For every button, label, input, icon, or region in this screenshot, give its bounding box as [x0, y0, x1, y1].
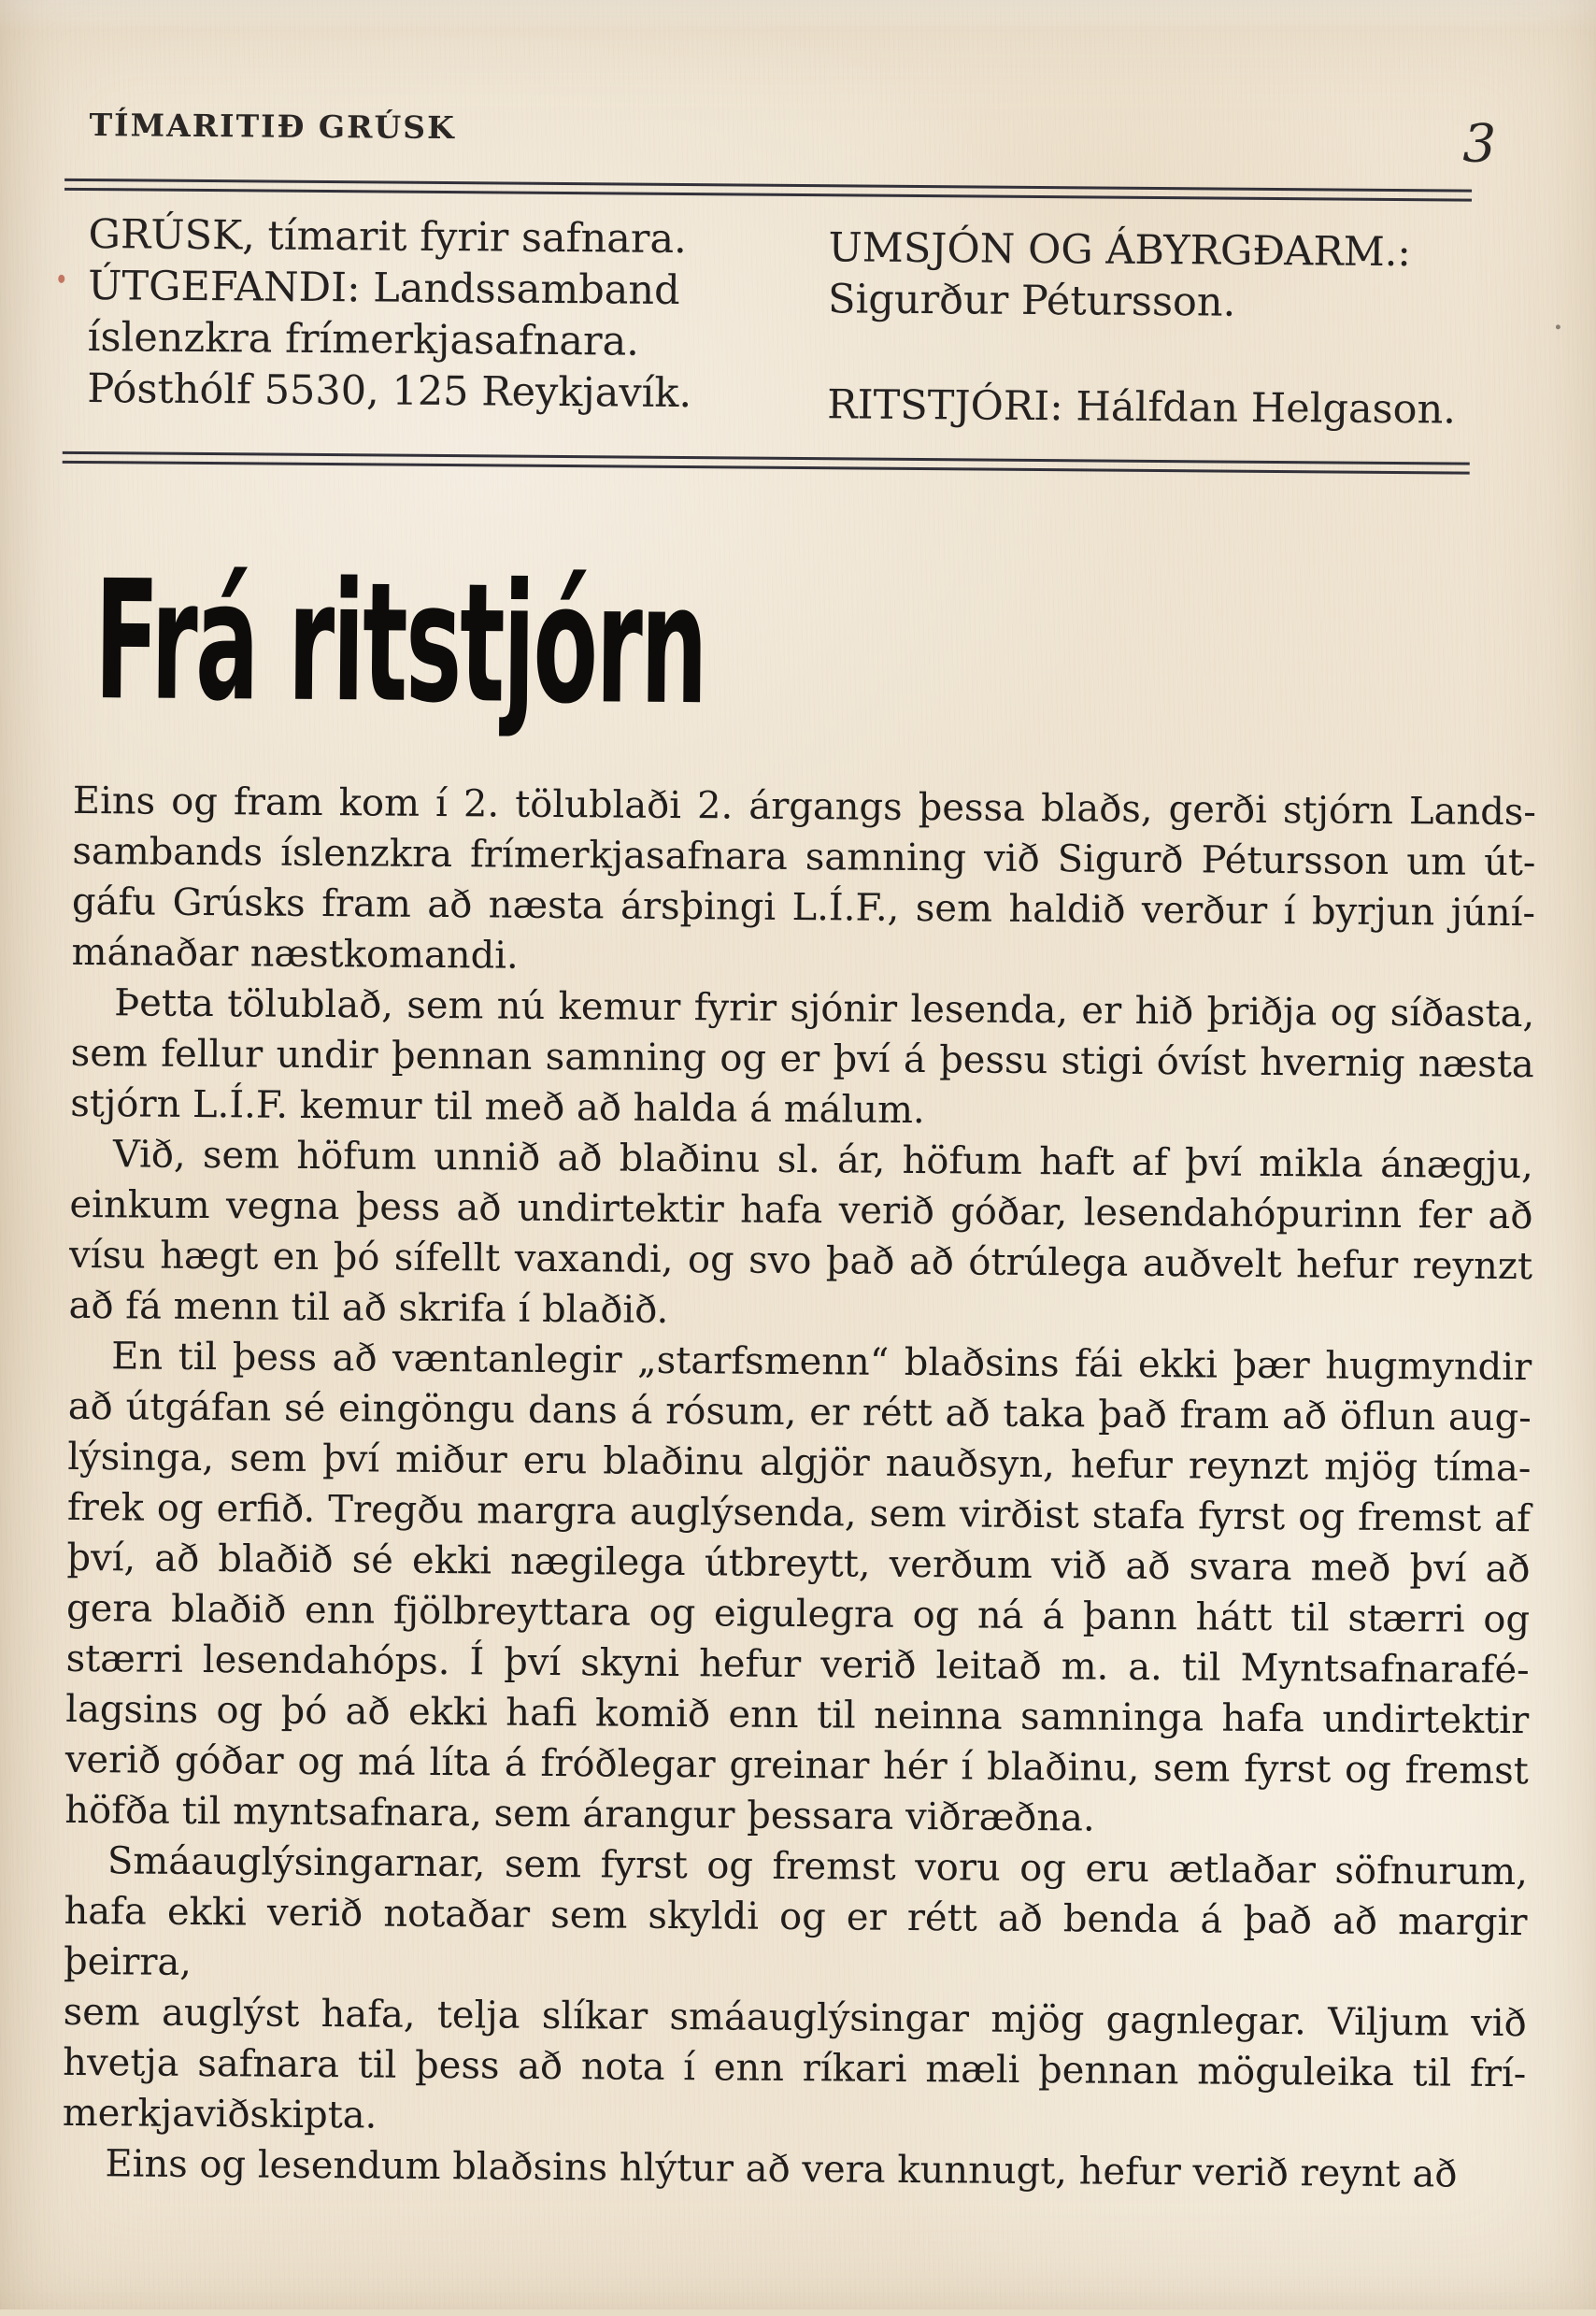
body-line: vísu hægt en þó sífellt vaxandi, og svo það að ótrúlega auðvelt hefur reynzt [68, 1233, 1533, 1289]
masthead-publisher-block [87, 209, 799, 421]
scan-ink-stain [58, 275, 64, 283]
body-line: hafa ekki verið notaðar sem skyldi og er rétt að benda á það að margir þeirra, [63, 1889, 1528, 1984]
body-line: sem fellur undir þennan samning og er því á þessu stigi óvíst hvernig næsta [70, 1031, 1534, 1087]
body-line: frek og erfið. Tregðu margra auglýsenda, sem virðist stafa fyrst og fremst af [66, 1485, 1532, 1541]
paragraph [63, 1836, 1528, 2150]
masthead-line: ÚTGEFANDI: Landssamband [88, 263, 680, 315]
body-line: mánaðar næstkomandi. [71, 930, 519, 978]
body-line: stærri lesendahóps. Í því skyni hefur verið leitað m. a. til Myntsafnarafé- [65, 1637, 1530, 1693]
paragraph [70, 978, 1534, 1140]
masthead [87, 209, 1532, 445]
body-line: lagsins og þó að ekki hafi komið enn til neinna samninga hafa undirtektir [65, 1687, 1530, 1743]
masthead-line: íslenzkra frímerkjasafnara. [87, 314, 640, 365]
top-double-rule [64, 179, 1472, 202]
body-line: merkjaviðskipta. [62, 2091, 378, 2137]
body-line: sambands íslenzkra frímerkjasafnara samning við Sigurð Pétursson um út- [72, 829, 1536, 885]
body-line: hvetja safnara til þess að nota í enn ríkari mæli þennan möguleika til frí- [63, 2040, 1527, 2096]
body-line: Við, sem höfum unnið að blaðinu sl. ár, höfum haft af því mikla ánægju, [112, 1133, 1534, 1188]
body-line: Þetta tölublað, sem nú kemur fyrir sjónir lesenda, er hið þriðja og síðasta, [114, 981, 1535, 1036]
paragraph [64, 1331, 1532, 1847]
paragraph [71, 776, 1536, 989]
masthead-staff-block [827, 222, 1532, 436]
body-line: verið góðar og má líta á fróðlegar greinar hér í blaðinu, sem fyrst og fremst [64, 1737, 1529, 1794]
article-title: Frá ritstjórn [93, 545, 706, 742]
masthead-line: GRÚSK, tímarit fyrir safnara. [88, 211, 687, 264]
article-body [62, 776, 1536, 2200]
masthead-supervisor-block [828, 222, 1532, 331]
body-line: lýsinga, sem því miður eru blaðinu algjör nauðsyn, hefur reynzt mjög tíma- [67, 1435, 1532, 1491]
body-line: einkum vegna þess að undirtektir hafa verið góðar, lesendahópurinn fer að [69, 1182, 1533, 1238]
body-line: því, að blaðið sé ekki nægilega útbreytt, verðum við að svara með því að [66, 1536, 1531, 1592]
article-title-wrap [93, 545, 1158, 752]
body-line: sem auglýst hafa, telja slíkar smáauglýsingar mjög gagnlegar. Viljum við [63, 1990, 1527, 2046]
masthead-line: UMSJÓN OG ÁBYRGÐARM.: [828, 224, 1412, 277]
body-line: að útgáfan sé eingöngu dans á rósum, er rétt að taka það fram að öflun aug- [67, 1384, 1532, 1440]
body-line: gera blaðið enn fjölbreyttara og eigulegra og ná á þann hátt til stærri og [65, 1586, 1531, 1642]
masthead-line: Pósthólf 5530, 125 Reykjavík. [87, 365, 692, 418]
body-line: stjórn L.Í.F. kemur til með að halda á málum. [70, 1081, 925, 1133]
masthead-line: RITSTJÓRI: Hálfdan Helgason. [827, 381, 1457, 434]
page-number: 3 [1462, 113, 1497, 175]
body-line: höfða til myntsafnara, sem árangur þessara viðræðna. [64, 1788, 1095, 1840]
body-line: En til þess að væntanlegir „starfsmenn“ blaðsins fái ekki þær hugmyndir [111, 1335, 1532, 1390]
masthead-line: Sigurður Pétursson. [827, 276, 1236, 326]
paragraph [62, 2138, 1525, 2200]
masthead-editor-block [827, 379, 1531, 436]
running-head-journal-name: TÍMARITIÐ GRÚSK [89, 107, 456, 147]
paragraph [68, 1129, 1533, 1342]
scan-speck [1556, 324, 1560, 329]
body-line: gáfu Grúsks fram að næsta ársþingi L.Í.F., sem haldið verður í byrjun júní- [71, 879, 1536, 936]
body-line: Eins og fram kom í 2. tölublaði 2. árgangs þessa blaðs, gerði stjórn Lands- [72, 779, 1537, 835]
body-line: að fá menn til að skrifa í blaðið. [68, 1283, 669, 1332]
masthead-bottom-double-rule [63, 451, 1470, 475]
body-line: Smáauglýsingarnar, sem fyrst og fremst voru og eru ætlaðar söfnurum, [107, 1839, 1529, 1894]
body-line: Eins og lesendum blaðsins hlýtur að vera kunnugt, hefur verið reynt að [105, 2142, 1458, 2196]
